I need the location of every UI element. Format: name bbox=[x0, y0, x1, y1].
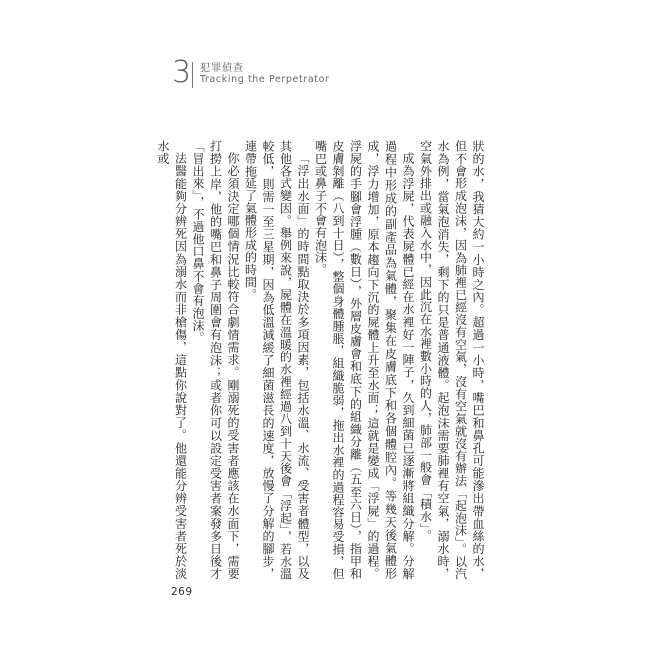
chapter-divider bbox=[192, 62, 193, 88]
chapter-title: 犯罪偵查 bbox=[200, 63, 244, 74]
paragraph: 成為浮屍，代表屍體已經在水裡好一陣子，久到細菌已逐漸將組織分解。分解過程中形成的副產品為氣體，聚集在皮膚底下和各個體腔內。等幾天後氣體形成，浮力增加，原本趨向下沉的屍體上升至水面；這就是變成「浮屍」的過程。浮屍的手腳會浮腫（數日），外層皮膚會和底下的組織分離（五至六日），指甲和皮膚剝離（八到十日），整個身體腫脹，組織脆弱，拖出水裡的過程容易受損，但嘴巴或鼻子不會有泡沫。 bbox=[313, 140, 415, 580]
body-text bbox=[156, 140, 486, 580]
chapter-number: 3 bbox=[172, 55, 192, 90]
paragraph: 法醫能夠分辨死因為溺水而非槍傷，這點你說對了。他還能分辨受害者死於淡水或 bbox=[156, 140, 188, 580]
chapter-subtitle: Tracking the Perpetrator bbox=[200, 74, 330, 85]
paragraph: 狀的水，我猜大約一小時之內。超過一小時，嘴巴和鼻孔可能滲出帶血絲的水，但不會形成泡沫，因為肺裡已經沒有空氣，沒有空氣就沒有辦法「起泡沫」。以汽水為例，當氣泡消失，剩下的只是普通液體。起泡沫需要肺裡有空氣，溺水時，空氣外排出或融入水中，因此沉在水裡數小時的人，肺部一般會「積水」。 bbox=[418, 140, 485, 580]
page-number: 269 bbox=[171, 586, 193, 598]
paragraph: 「浮出水面」的時間點取決於多項因素，包括水溫、水流、受害者體型，以及其他各式變因。舉例來說，屍體在溫暖的水裡經過八到十天後會「浮起」，若水溫較低，則需一至三星期，因為低溫減緩了細菌滋長的速度，放慢了分解的腳步，連帶拖延了氣體形成的時間。 bbox=[243, 140, 310, 580]
paragraph: 你必須決定哪個情況比較符合劇情需求。剛溺死的受害者應該在水面下，需要打撈上岸，他的嘴巴和鼻子周圍會有泡沫；或者你可以設定受害者案發多日後才「冒出來」，不過他口鼻不會有泡沫。 bbox=[191, 140, 240, 580]
